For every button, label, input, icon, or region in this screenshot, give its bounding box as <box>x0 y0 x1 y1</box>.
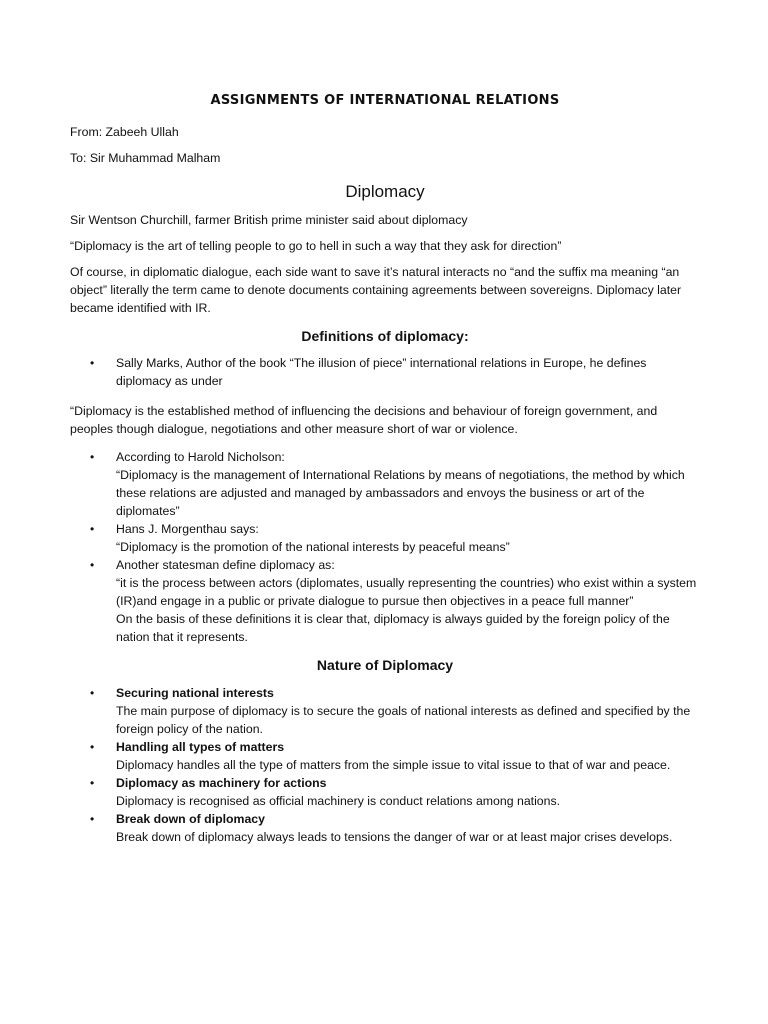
nature-item-text: Diplomacy handles all the type of matters from the simple issue to vital issue to that of war and peace. <box>116 758 671 772</box>
nature-item-title: • Securing national interests <box>116 686 274 700</box>
nature-item-title: • Diplomacy as machinery for actions <box>116 776 327 790</box>
document-title: ASSIGNMENTS OF INTERNATIONAL RELATIONS <box>210 93 560 108</box>
definition-lead: • According to Harold Nicholson: <box>116 450 285 464</box>
definition-text: “Diplomacy is the promotion of the national interests by peaceful means” <box>116 540 510 554</box>
to-line: To: Sir Muhammad Malham <box>70 151 221 165</box>
heading-nature: Nature of Diplomacy <box>316 657 454 673</box>
list-item <box>70 810 700 846</box>
nature-item-title: • Handling all types of matters <box>116 740 285 754</box>
definitions-list <box>70 448 700 646</box>
bullet-list-sally <box>70 354 700 390</box>
from-line: From: Zabeeh Ullah <box>70 125 179 139</box>
document-page <box>70 88 700 854</box>
heading-diplomacy: Diplomacy <box>345 182 425 201</box>
list-item <box>70 556 700 646</box>
definition-lead: • Another statesman define diplomacy as: <box>116 558 335 572</box>
nature-list <box>70 684 700 846</box>
list-item <box>70 738 700 774</box>
definition-quote: “Diplomacy is the established method of influencing the decisions and behaviour of foreign government, and peoples though dialogue, negotiations and other measure short of war or violence. <box>70 404 658 436</box>
definition-text: “it is the process between actors (diplomates, usually representing the countries) who exist within a system (IR)and engage in a public or private dialogue to pursue then objectives in a peace full manner” <box>116 576 697 608</box>
intro-paragraph-1: Sir Wentson Churchill, farmer British prime minister said about diplomacy <box>70 213 468 227</box>
nature-item-text: Diplomacy is recognised as official machinery is conduct relations among nations. <box>116 794 561 808</box>
list-item: • Sally Marks, Author of the book “The illusion of piece” international relations in Europe, he defines diplomacy as under <box>70 354 700 390</box>
intro-paragraph-2: “Diplomacy is the art of telling people to go to hell in such a way that they ask for direction” <box>70 239 562 253</box>
heading-definitions: Definitions of diplomacy: <box>301 328 469 344</box>
intro-paragraph-3: Of course, in diplomatic dialogue, each side want to save it’s natural interacts no “and the suffix ma meaning “an object” literally the term came to denote documents containing agreements between sovereigns. Diplomacy later became identified with IR. <box>70 265 682 315</box>
list-item <box>70 684 700 738</box>
nature-item-text: Break down of diplomacy always leads to tensions the danger of war or at least major crises develops. <box>116 830 673 844</box>
list-item <box>70 774 700 810</box>
definition-lead: • Hans J. Morgenthau says: <box>116 522 259 536</box>
definition-text: “Diplomacy is the management of International Relations by means of negotiations, the method by which these relations are adjusted and managed by ambassadors and envoys the business or art of the diplomates” <box>116 468 685 518</box>
nature-item-text: The main purpose of diplomacy is to secure the goals of national interests as defined and specified by the foreign policy of the nation. <box>116 704 691 736</box>
list-item <box>70 520 700 556</box>
definition-conclusion: On the basis of these definitions it is clear that, diplomacy is always guided by the foreign policy of the nation that it represents. <box>116 612 670 644</box>
list-item <box>70 448 700 520</box>
nature-item-title: • Break down of diplomacy <box>116 812 265 826</box>
